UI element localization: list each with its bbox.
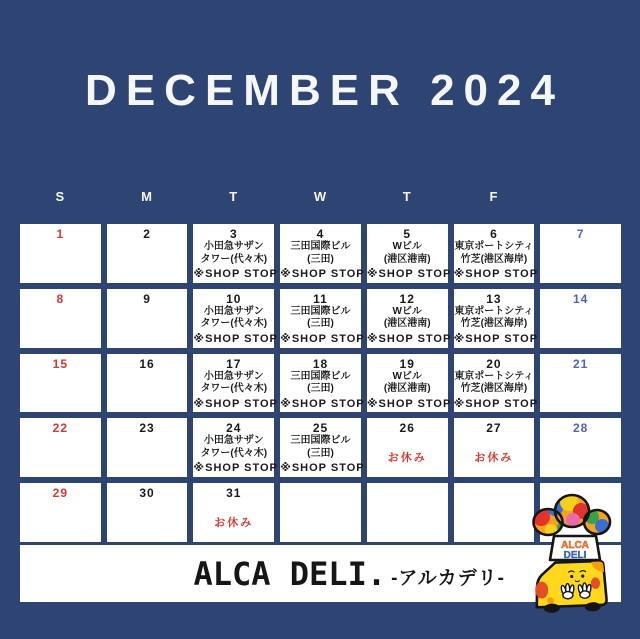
- alca-deli-truck-mascot-illustration: [524, 489, 620, 613]
- calendar-cell: [280, 483, 361, 542]
- shop-stop-note: ※SHOP STOP: [366, 332, 452, 345]
- calendar-cell: [107, 483, 188, 542]
- shop-stop-note: ※SHOP STOP: [280, 397, 365, 410]
- hat-text-line1: ALCA: [561, 540, 589, 551]
- date-number: 7: [576, 227, 585, 241]
- date-number: 13: [486, 291, 502, 306]
- venue-line: 三田国際ビル: [290, 435, 351, 447]
- closed-note: お休み: [474, 452, 514, 465]
- date-number: 2: [143, 227, 151, 241]
- calendar-cell: [540, 418, 621, 477]
- shop-stop-note: ※SHOP STOP: [280, 462, 365, 475]
- calendar-cell: [280, 418, 365, 477]
- date-number: 29: [52, 486, 69, 501]
- shop-stop-note: ※SHOP STOP: [366, 397, 452, 410]
- truck-body: [534, 561, 607, 613]
- calendar-cell: [20, 418, 101, 477]
- shop-stop-note: ※SHOP STOP: [453, 268, 539, 280]
- calendar-cell: [280, 354, 365, 413]
- closed-note: お休み: [214, 517, 254, 530]
- calendar-cell: [193, 224, 278, 283]
- date-number: 30: [139, 486, 155, 501]
- date-number: 8: [56, 291, 65, 306]
- venue-line: タワー(代々木): [200, 383, 268, 395]
- date-number: 10: [226, 291, 242, 306]
- weekday-header: [540, 189, 621, 204]
- venue-line: Wビル: [392, 370, 422, 382]
- calendar-cell: [540, 224, 621, 283]
- weekday-header: T: [402, 189, 412, 204]
- weekday-header: S: [55, 189, 66, 204]
- calendar-cell: [454, 418, 535, 477]
- calendar-cell: [366, 289, 452, 348]
- weekday-header: M: [141, 189, 153, 204]
- date-number: 22: [52, 421, 69, 436]
- venue-line: (港区港南): [383, 383, 431, 395]
- date-number: 19: [399, 356, 415, 371]
- calendar-cell: [20, 354, 101, 413]
- date-number: 26: [399, 421, 415, 436]
- date-number: 14: [572, 291, 589, 306]
- venue-line: 三田国際ビル: [290, 241, 351, 252]
- calendar-cell: [453, 224, 539, 283]
- venue-line: タワー(代々木): [200, 253, 268, 265]
- calendar-cell: [366, 224, 452, 283]
- venue-line: 竹芝(港区海岸): [460, 318, 528, 330]
- calendar-cell: [280, 224, 365, 283]
- date-number: 31: [226, 486, 242, 501]
- venue-line: (港区港南): [383, 253, 431, 265]
- venue-line: (三田): [307, 447, 334, 459]
- shop-stop-note: ※SHOP STOP: [453, 332, 539, 345]
- date-number: 5: [403, 227, 412, 241]
- venue-line: (港区港南): [383, 318, 431, 330]
- shop-stop-note: ※SHOP STOP: [280, 268, 365, 280]
- calendar-cell: [280, 289, 365, 348]
- venue-line: 竹芝(港区海岸): [460, 253, 528, 265]
- venue-line: タワー(代々木): [200, 318, 268, 330]
- date-number: 15: [52, 356, 69, 371]
- venue-line: (三田): [307, 253, 334, 265]
- venue-line: 三田国際ビル: [290, 370, 351, 382]
- calendar-cell: [193, 418, 278, 477]
- venue-line: Wビル: [392, 241, 422, 252]
- shop-stop-note: ※SHOP STOP: [193, 462, 278, 475]
- date-number: 18: [312, 356, 329, 371]
- calendar-cell: [107, 289, 188, 348]
- date-number: 3: [229, 227, 238, 241]
- calendar-cell: [193, 483, 274, 542]
- calendar-cell: [453, 354, 539, 413]
- date-number: 9: [143, 291, 151, 306]
- calendar-cell: [20, 224, 101, 283]
- venue-line: (三田): [307, 318, 334, 330]
- calendar-cell: [540, 289, 621, 348]
- brand-name-japanese: -アルカデリ-: [391, 568, 505, 589]
- calendar-cell: [366, 354, 452, 413]
- closed-note: お休み: [387, 452, 427, 465]
- calendar-cell: [540, 354, 621, 413]
- weekday-header: W: [313, 189, 328, 204]
- brand-name: ALCA DELI.: [193, 554, 387, 593]
- shop-stop-note: ※SHOP STOP: [193, 397, 278, 410]
- date-number: 16: [139, 356, 155, 371]
- date-number: 28: [572, 421, 589, 436]
- calendar-cell: [367, 483, 448, 542]
- calendar-cell: [20, 483, 101, 542]
- calendar-cell: [193, 354, 278, 413]
- venue-line: Wビル: [392, 305, 422, 317]
- calendar-cell: [367, 418, 448, 477]
- date-number: 4: [316, 227, 325, 241]
- calendar-cell: [107, 354, 188, 413]
- calendar-cell: [193, 289, 278, 348]
- date-number: 23: [139, 421, 155, 436]
- page-title: DECEMBER 2024: [85, 66, 564, 115]
- date-number: 11: [313, 291, 328, 306]
- date-number: 17: [226, 356, 242, 371]
- calendar-cell: [107, 418, 188, 477]
- date-number: 27: [486, 421, 502, 436]
- date-number: 20: [486, 356, 502, 371]
- date-number: 12: [399, 291, 415, 306]
- shop-stop-note: ※SHOP STOP: [366, 268, 452, 280]
- date-number: 25: [312, 421, 329, 436]
- shop-stop-note: ※SHOP STOP: [453, 397, 539, 410]
- venue-line: 小田急サザン: [203, 435, 264, 447]
- date-number: 21: [572, 356, 589, 371]
- venue-line: 三田国際ビル: [290, 305, 351, 317]
- venue-line: 竹芝(港区海岸): [460, 383, 528, 395]
- weekday-header: F: [489, 189, 499, 204]
- venue-line: 東京ポートシティ: [454, 370, 534, 382]
- venue-line: 小田急サザン: [203, 370, 264, 382]
- venue-line: 東京ポートシティ: [454, 241, 534, 252]
- weekday-header-row: [20, 189, 621, 204]
- date-number: 6: [490, 227, 498, 241]
- chef-hat: [529, 492, 615, 561]
- venue-line: タワー(代々木): [200, 447, 268, 459]
- venue-line: (三田): [307, 383, 334, 395]
- weekday-header: T: [229, 189, 239, 204]
- venue-line: 東京ポートシティ: [454, 305, 534, 317]
- calendar-cell: [453, 289, 539, 348]
- venue-line: 小田急サザン: [203, 241, 264, 252]
- date-number: 24: [226, 421, 242, 436]
- calendar-cell: [454, 483, 535, 542]
- calendar-cell: [20, 289, 101, 348]
- shop-stop-note: ※SHOP STOP: [280, 332, 365, 345]
- venue-line: 小田急サザン: [203, 305, 264, 317]
- calendar-cell: [107, 224, 188, 283]
- hat-text-line2: DELI: [563, 550, 587, 561]
- shop-stop-note: ※SHOP STOP: [193, 332, 278, 345]
- date-number: 1: [56, 227, 65, 241]
- shop-stop-note: ※SHOP STOP: [193, 268, 278, 280]
